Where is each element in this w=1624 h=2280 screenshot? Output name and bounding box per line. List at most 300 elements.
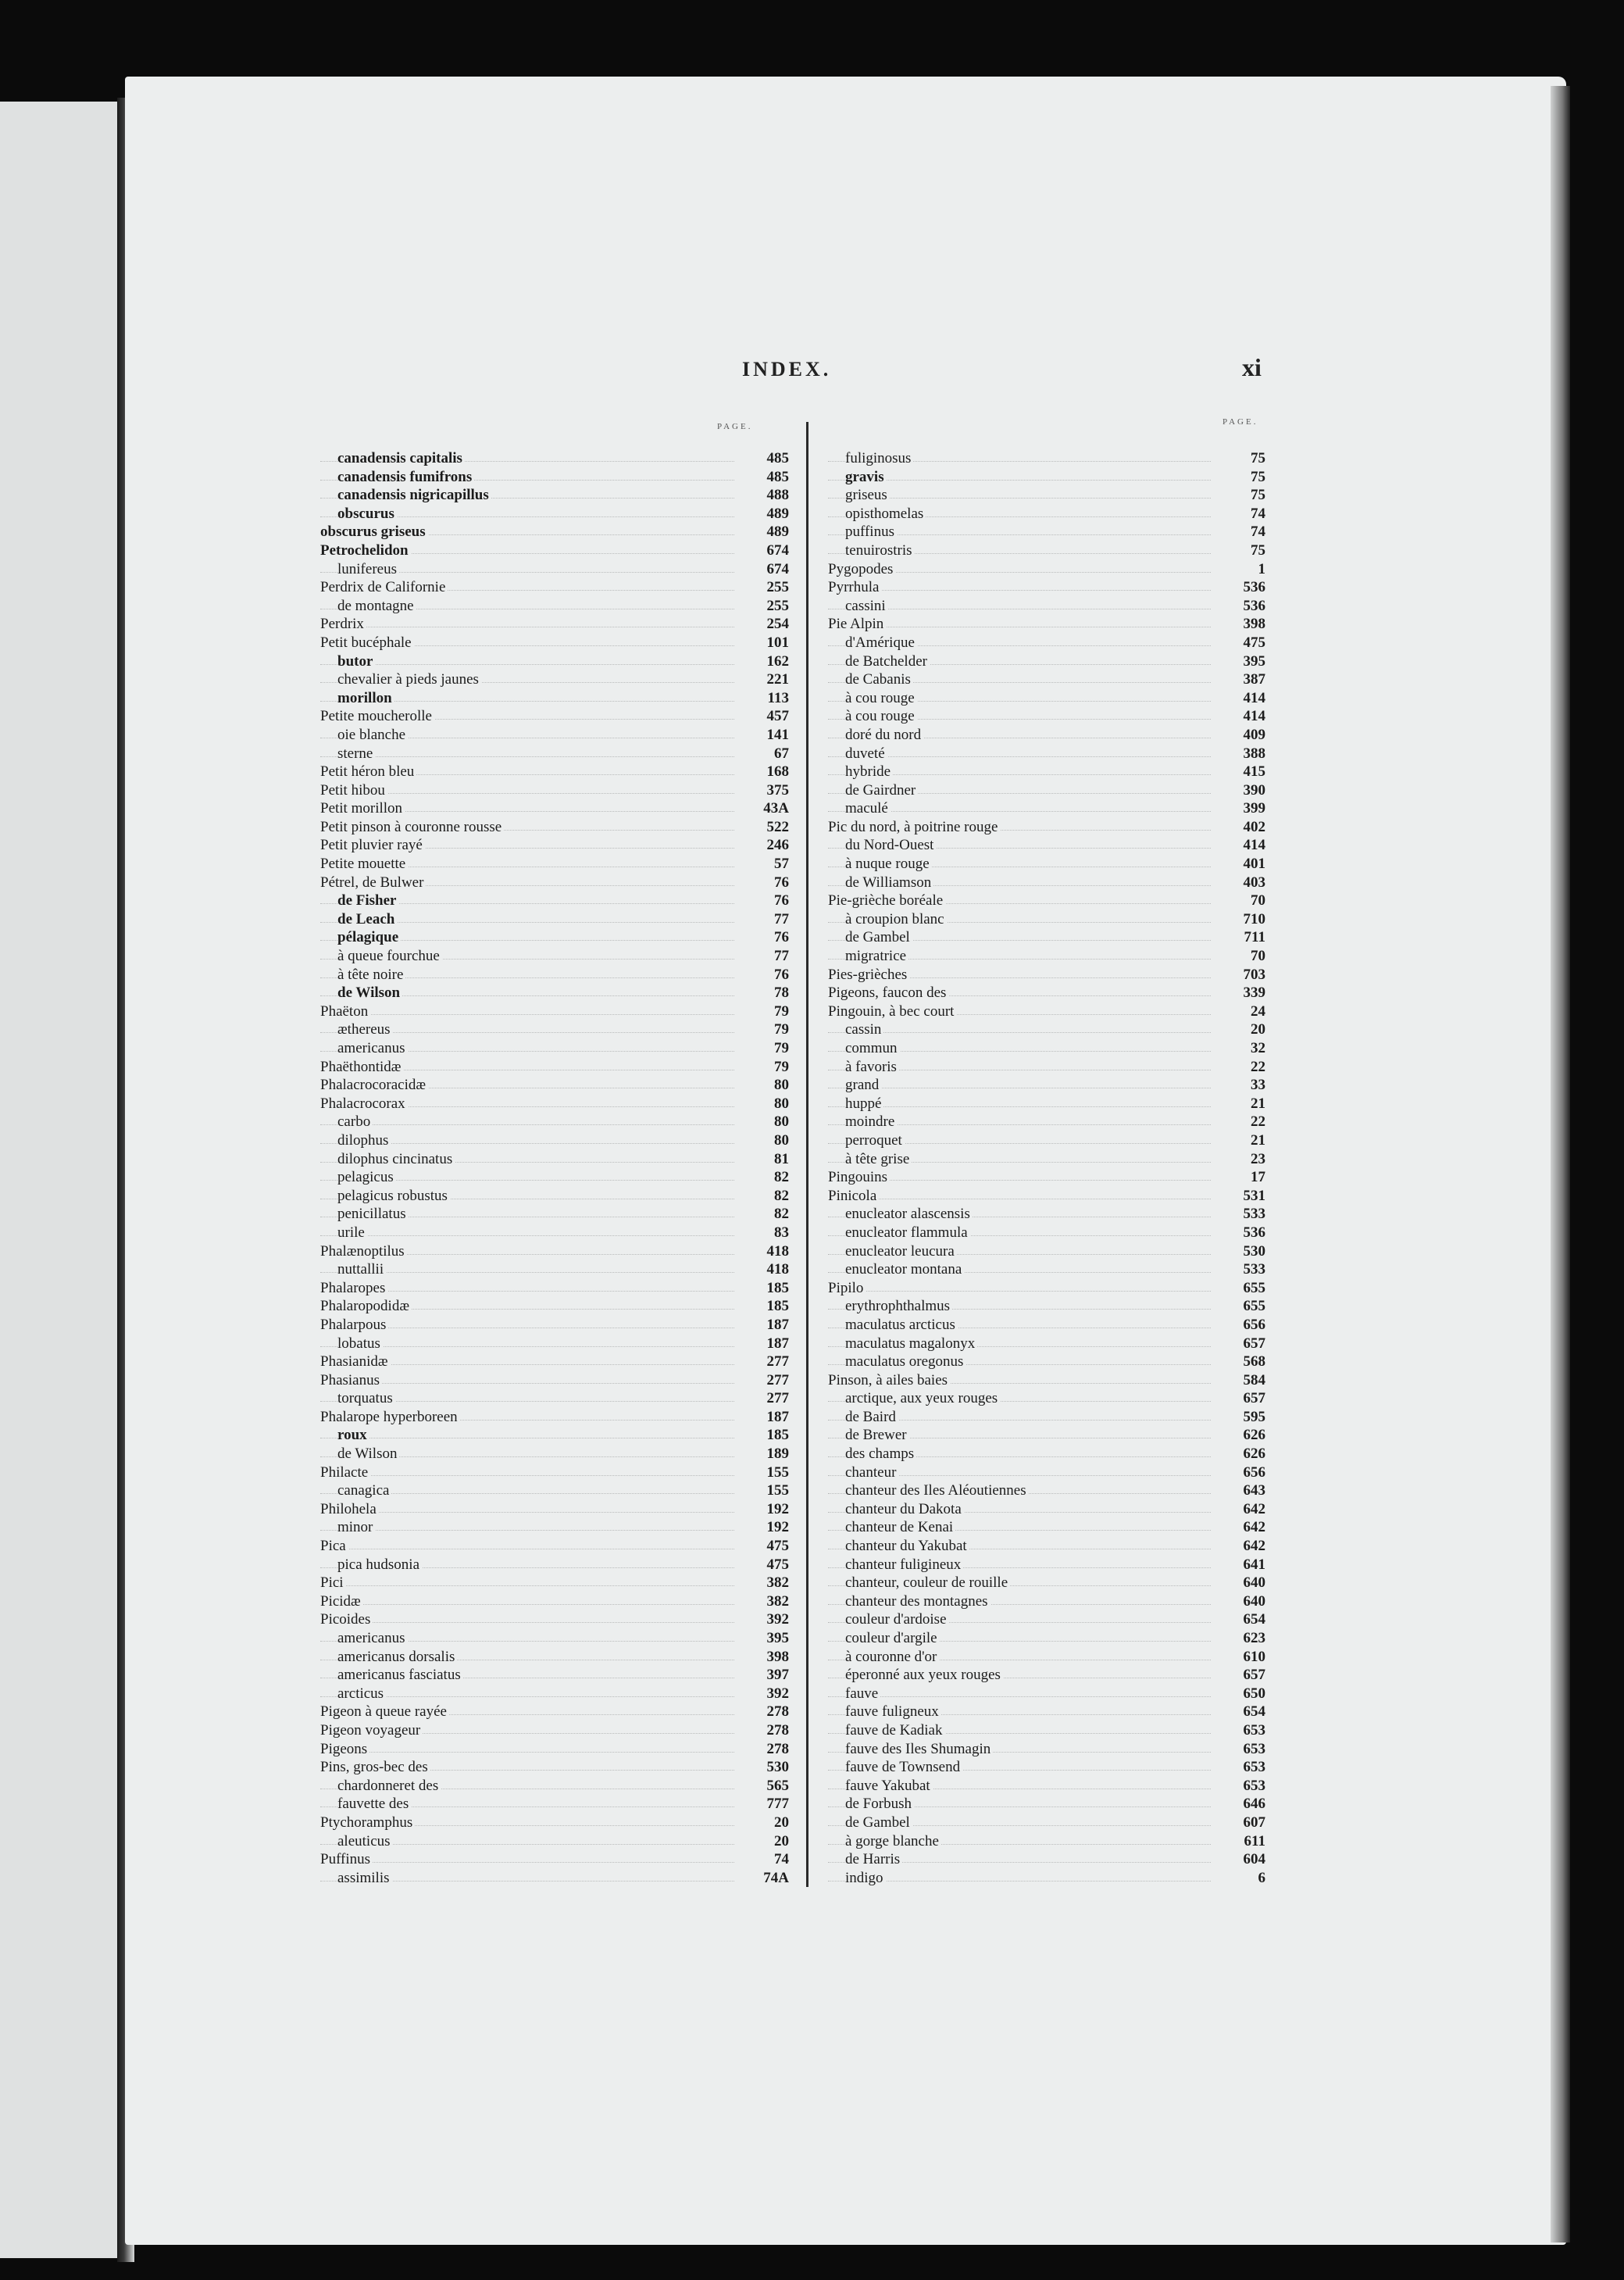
index-term: Petite moucherolle bbox=[320, 707, 434, 726]
page-reference: 674 bbox=[766, 560, 789, 577]
index-term: urile bbox=[337, 1224, 367, 1242]
index-entry bbox=[828, 1335, 1265, 1353]
index-term: Pie-grièche boréale bbox=[828, 892, 945, 910]
page-reference: 533 bbox=[1243, 1206, 1265, 1223]
index-entry bbox=[320, 707, 789, 726]
index-term: chevalier à pieds jaunes bbox=[337, 670, 481, 689]
index-entry bbox=[320, 505, 789, 524]
index-term: de Batchelder bbox=[845, 652, 930, 671]
page-reference: 141 bbox=[766, 726, 789, 743]
page-reference: 20 bbox=[774, 1832, 789, 1849]
index-entry bbox=[828, 1814, 1265, 1832]
index-entry bbox=[320, 523, 789, 541]
page-reference: 23 bbox=[1251, 1150, 1265, 1167]
index-entry bbox=[320, 966, 789, 985]
index-entry bbox=[828, 1224, 1265, 1242]
index-entry bbox=[828, 984, 1265, 1002]
index-entry bbox=[828, 615, 1265, 634]
index-entry bbox=[320, 1371, 789, 1390]
index-entry bbox=[828, 1260, 1265, 1279]
index-term: chanteur, couleur de rouille bbox=[845, 1574, 1010, 1592]
index-term: pélagique bbox=[337, 928, 401, 947]
index-term: nuttallii bbox=[337, 1260, 386, 1279]
index-term: chanteur bbox=[845, 1463, 898, 1482]
index-entry bbox=[828, 541, 1265, 560]
index-entry bbox=[320, 1648, 789, 1667]
index-term: à tête noire bbox=[337, 966, 405, 985]
leader-dots bbox=[320, 1604, 734, 1605]
page-reference: 641 bbox=[1243, 1556, 1265, 1573]
index-entry bbox=[320, 615, 789, 634]
page-reference: 254 bbox=[766, 616, 789, 633]
index-term: opisthomelas bbox=[845, 505, 926, 524]
index-term: maculatus arcticus bbox=[845, 1316, 958, 1335]
page-reference: 78 bbox=[774, 985, 789, 1002]
index-entry bbox=[320, 1168, 789, 1187]
index-term: torquatus bbox=[337, 1389, 395, 1408]
index-term: Pigeons, faucon des bbox=[828, 984, 948, 1002]
page-reference: 475 bbox=[766, 1538, 789, 1555]
leader-dots bbox=[320, 756, 734, 757]
index-term: Petit héron bleu bbox=[320, 763, 416, 781]
index-term: de Williamson bbox=[845, 874, 933, 892]
index-entry bbox=[320, 1279, 789, 1298]
index-term: Petit morillon bbox=[320, 799, 405, 818]
page-reference: 415 bbox=[1243, 763, 1265, 781]
index-term: Ptychoramphus bbox=[320, 1814, 415, 1832]
page-reference: 22 bbox=[1251, 1113, 1265, 1131]
index-term: obscurus griseus bbox=[320, 523, 428, 541]
index-entry bbox=[828, 799, 1265, 818]
page-reference: 185 bbox=[766, 1298, 789, 1315]
index-term: de montagne bbox=[337, 597, 416, 616]
page-reference: 646 bbox=[1243, 1796, 1265, 1813]
page-reference: 79 bbox=[774, 1058, 789, 1075]
leader-dots bbox=[320, 1124, 734, 1125]
index-term: butor bbox=[337, 652, 375, 671]
index-term: de Cabanis bbox=[845, 670, 913, 689]
page-reference: 565 bbox=[766, 1777, 789, 1794]
index-entry bbox=[320, 1150, 789, 1169]
index-entry bbox=[320, 781, 789, 800]
index-entry bbox=[320, 1113, 789, 1131]
index-entry bbox=[828, 1850, 1265, 1869]
page-title: INDEX. bbox=[742, 358, 832, 381]
index-entry bbox=[828, 1556, 1265, 1574]
index-entry bbox=[828, 634, 1265, 652]
index-entry bbox=[828, 1721, 1265, 1740]
page-reference: 531 bbox=[1243, 1187, 1265, 1204]
page-reference: 656 bbox=[1243, 1316, 1265, 1333]
index-entry bbox=[320, 818, 789, 837]
index-entry bbox=[320, 892, 789, 910]
page-reference: 80 bbox=[774, 1113, 789, 1131]
page-reference: 187 bbox=[766, 1316, 789, 1333]
page-reference: 398 bbox=[1243, 616, 1265, 633]
index-term: dilophus cincinatus bbox=[337, 1150, 455, 1169]
index-term: à favoris bbox=[845, 1058, 899, 1077]
index-entry bbox=[320, 652, 789, 671]
index-term: de Wilson bbox=[337, 1445, 399, 1463]
index-term: moindre bbox=[845, 1113, 897, 1131]
page-reference: 187 bbox=[766, 1335, 789, 1352]
index-entry bbox=[320, 1205, 789, 1224]
index-entry bbox=[320, 1740, 789, 1759]
index-term: Pygopodes bbox=[828, 560, 895, 579]
index-term: de Leach bbox=[337, 910, 397, 929]
index-term: Phaëthontidæ bbox=[320, 1058, 403, 1077]
page-reference: 113 bbox=[767, 689, 789, 706]
index-right-column bbox=[828, 449, 1265, 1887]
index-entry bbox=[828, 1371, 1265, 1390]
index-entry bbox=[320, 468, 789, 487]
index-entry bbox=[828, 652, 1265, 671]
index-entry bbox=[320, 1666, 789, 1685]
index-entry bbox=[828, 855, 1265, 874]
index-entry bbox=[320, 1353, 789, 1371]
page-reference: 70 bbox=[1251, 892, 1265, 909]
index-term: gravis bbox=[845, 468, 887, 487]
index-term: Pyrrhula bbox=[828, 578, 881, 597]
index-term: chanteur des montagnes bbox=[845, 1592, 990, 1611]
index-entry bbox=[828, 1832, 1265, 1851]
index-term: Picidæ bbox=[320, 1592, 363, 1611]
index-term: doré du nord bbox=[845, 726, 923, 745]
index-entry bbox=[828, 745, 1265, 763]
index-entry bbox=[828, 468, 1265, 487]
index-entry bbox=[828, 689, 1265, 708]
page-reference: 654 bbox=[1243, 1611, 1265, 1628]
index-term: arctique, aux yeux rouges bbox=[845, 1389, 1000, 1408]
index-term: Phaëton bbox=[320, 1002, 370, 1021]
index-term: fauve de Kadiak bbox=[845, 1721, 945, 1740]
index-entry bbox=[828, 1297, 1265, 1316]
page-reference: 75 bbox=[1251, 468, 1265, 485]
page-reference: 607 bbox=[1243, 1814, 1265, 1831]
index-entry bbox=[828, 1039, 1265, 1058]
index-term: Pins, gros-bec des bbox=[320, 1758, 430, 1777]
index-term: Pigeon à queue rayée bbox=[320, 1703, 449, 1721]
index-entry bbox=[320, 1463, 789, 1482]
index-entry bbox=[828, 1002, 1265, 1021]
index-entry bbox=[828, 486, 1265, 505]
index-term: Perdrix bbox=[320, 615, 366, 634]
index-entry bbox=[828, 1795, 1265, 1814]
index-entry bbox=[828, 1058, 1265, 1077]
page-reference: 74A bbox=[763, 1869, 789, 1886]
index-term: Petit bucéphale bbox=[320, 634, 414, 652]
index-entry bbox=[828, 763, 1265, 781]
index-term: Phalaropes bbox=[320, 1279, 387, 1298]
index-entry bbox=[828, 1610, 1265, 1629]
index-entry bbox=[828, 670, 1265, 689]
leader-dots bbox=[320, 1475, 734, 1476]
page-reference: 24 bbox=[1251, 1002, 1265, 1020]
index-entry bbox=[320, 745, 789, 763]
index-term: pica hudsonia bbox=[337, 1556, 422, 1574]
index-term: Picoides bbox=[320, 1610, 373, 1629]
page-reference: 568 bbox=[1243, 1353, 1265, 1371]
index-term: fauve de Townsend bbox=[845, 1758, 962, 1777]
index-entry bbox=[828, 449, 1265, 468]
index-term: Pic du nord, à poitrine rouge bbox=[828, 818, 1000, 837]
index-entry bbox=[828, 597, 1265, 616]
index-term: de Wilson bbox=[337, 984, 402, 1002]
page-reference: 278 bbox=[766, 1703, 789, 1721]
index-term: de Gairdner bbox=[845, 781, 918, 800]
page-reference: 711 bbox=[1244, 929, 1265, 946]
index-entry bbox=[828, 1574, 1265, 1592]
page-reference: 650 bbox=[1243, 1685, 1265, 1702]
page-reference: 20 bbox=[774, 1814, 789, 1831]
index-left-column bbox=[320, 449, 789, 1887]
index-term: à cou rouge bbox=[845, 707, 917, 726]
page-reference: 414 bbox=[1243, 708, 1265, 725]
page-reference: 185 bbox=[766, 1279, 789, 1296]
index-term: Pies-grièches bbox=[828, 966, 909, 985]
page-reference: 75 bbox=[1251, 450, 1265, 466]
index-term: pelagicus robustus bbox=[337, 1187, 450, 1206]
index-entry bbox=[828, 1500, 1265, 1519]
index-entry bbox=[320, 1518, 789, 1537]
page-reference: 75 bbox=[1251, 541, 1265, 559]
index-term: enucleator leucura bbox=[845, 1242, 957, 1261]
index-entry bbox=[320, 1039, 789, 1058]
index-entry bbox=[320, 1537, 789, 1556]
index-entry bbox=[828, 1353, 1265, 1371]
index-term: grand bbox=[845, 1076, 881, 1095]
index-entry bbox=[320, 1408, 789, 1427]
index-term: hybride bbox=[845, 763, 893, 781]
page-reference: 155 bbox=[766, 1463, 789, 1481]
leader-dots bbox=[828, 1106, 1211, 1107]
page-reference: 653 bbox=[1243, 1777, 1265, 1794]
page-reference: 604 bbox=[1243, 1851, 1265, 1868]
page-reference: 76 bbox=[774, 892, 789, 909]
index-entry bbox=[320, 928, 789, 947]
index-entry bbox=[828, 1703, 1265, 1721]
leader-dots bbox=[828, 1696, 1211, 1697]
page-reference: 278 bbox=[766, 1740, 789, 1757]
index-entry bbox=[828, 1537, 1265, 1556]
index-entry bbox=[320, 1095, 789, 1113]
index-term: enucleator alascensis bbox=[845, 1205, 973, 1224]
index-term: éperonné aux yeux rouges bbox=[845, 1666, 1003, 1685]
index-term: oie blanche bbox=[337, 726, 408, 745]
page-reference: 485 bbox=[766, 468, 789, 485]
page-reference: 339 bbox=[1243, 985, 1265, 1002]
index-term: enucleator flammula bbox=[845, 1224, 970, 1242]
index-term: lunifereus bbox=[337, 560, 399, 579]
page-reference: 657 bbox=[1243, 1390, 1265, 1407]
page-reference: 382 bbox=[766, 1574, 789, 1592]
index-term: chardonneret des bbox=[337, 1777, 441, 1796]
index-entry bbox=[828, 1518, 1265, 1537]
index-entry bbox=[828, 1076, 1265, 1095]
index-entry bbox=[320, 1224, 789, 1242]
leader-dots bbox=[320, 1862, 734, 1863]
index-term: Phalarpous bbox=[320, 1316, 388, 1335]
index-entry bbox=[828, 1205, 1265, 1224]
index-entry bbox=[320, 1869, 789, 1888]
index-term: des champs bbox=[845, 1445, 916, 1463]
index-term: chanteur du Dakota bbox=[845, 1500, 964, 1519]
page-reference: 21 bbox=[1251, 1095, 1265, 1112]
index-entry bbox=[828, 1242, 1265, 1261]
index-term: Petrochelidon bbox=[320, 541, 411, 560]
page-reference: 475 bbox=[766, 1556, 789, 1573]
index-term: de Brewer bbox=[845, 1426, 909, 1445]
index-term: fauve fuligneux bbox=[845, 1703, 941, 1721]
index-term: æthereus bbox=[337, 1020, 393, 1039]
index-term: commun bbox=[845, 1039, 900, 1058]
index-entry bbox=[320, 634, 789, 652]
index-term: Phasianidæ bbox=[320, 1353, 391, 1371]
index-term: à gorge blanche bbox=[845, 1832, 941, 1851]
page-reference: 402 bbox=[1243, 818, 1265, 835]
index-entry bbox=[320, 1020, 789, 1039]
index-term: enucleator montana bbox=[845, 1260, 964, 1279]
page-reference: 192 bbox=[766, 1519, 789, 1536]
index-term: migratrice bbox=[845, 947, 908, 966]
index-entry bbox=[320, 1556, 789, 1574]
index-term: maculatus magalonyx bbox=[845, 1335, 977, 1353]
page-reference: 703 bbox=[1243, 966, 1265, 983]
page-reference: 80 bbox=[774, 1131, 789, 1149]
index-entry bbox=[828, 707, 1265, 726]
index-entry bbox=[828, 1279, 1265, 1298]
index-term: griseus bbox=[845, 486, 890, 505]
index-term: Phalarope hyperboreen bbox=[320, 1408, 460, 1427]
page-reference: 710 bbox=[1243, 910, 1265, 927]
page-reference: 101 bbox=[766, 634, 789, 651]
index-entry bbox=[320, 486, 789, 505]
page-reference: 185 bbox=[766, 1427, 789, 1444]
page-reference: 657 bbox=[1243, 1667, 1265, 1684]
index-entry bbox=[320, 947, 789, 966]
page-reference: 76 bbox=[774, 874, 789, 891]
index-entry bbox=[828, 818, 1265, 837]
page-reference: 382 bbox=[766, 1592, 789, 1610]
index-term: americanus fasciatus bbox=[337, 1666, 463, 1685]
index-term: dilophus bbox=[337, 1131, 391, 1150]
index-entry bbox=[828, 1389, 1265, 1408]
index-entry bbox=[828, 560, 1265, 579]
page-reference: 398 bbox=[766, 1648, 789, 1665]
index-entry bbox=[320, 1610, 789, 1629]
page-number: xi bbox=[1242, 353, 1262, 381]
page-reference: 595 bbox=[1243, 1408, 1265, 1425]
index-term: canadensis nigricapillus bbox=[337, 486, 491, 505]
index-term: sterne bbox=[337, 745, 375, 763]
leader-dots bbox=[320, 1585, 734, 1586]
page-reference: 653 bbox=[1243, 1759, 1265, 1776]
index-term: canagica bbox=[337, 1481, 391, 1500]
index-term: roux bbox=[337, 1426, 369, 1445]
index-term: americanus dorsalis bbox=[337, 1648, 457, 1667]
index-entry bbox=[828, 1758, 1265, 1777]
index-term: perroquet bbox=[845, 1131, 905, 1150]
index-term: obscurus bbox=[337, 505, 397, 524]
index-entry bbox=[320, 1814, 789, 1832]
page-reference: 414 bbox=[1243, 689, 1265, 706]
page-reference: 76 bbox=[774, 929, 789, 946]
index-entry bbox=[320, 1777, 789, 1796]
index-entry bbox=[320, 910, 789, 929]
index-entry bbox=[828, 874, 1265, 892]
index-term: Phasianus bbox=[320, 1371, 382, 1390]
page-reference: 584 bbox=[1243, 1371, 1265, 1388]
index-entry bbox=[320, 1721, 789, 1740]
page-reference: 79 bbox=[774, 1021, 789, 1038]
page-reference: 392 bbox=[766, 1611, 789, 1628]
index-term: fauve bbox=[845, 1685, 880, 1703]
page-reference: 20 bbox=[1251, 1021, 1265, 1038]
index-term: maculatus oregonus bbox=[845, 1353, 965, 1371]
column-divider bbox=[806, 422, 808, 1887]
page-reference: 79 bbox=[774, 1040, 789, 1056]
page-reference: 388 bbox=[1243, 745, 1265, 762]
index-entry bbox=[828, 1740, 1265, 1759]
page-reference: 642 bbox=[1243, 1519, 1265, 1536]
leader-dots bbox=[828, 590, 1211, 591]
page-reference: 57 bbox=[774, 856, 789, 873]
page-reference: 80 bbox=[774, 1095, 789, 1112]
index-term: Pie Alpin bbox=[828, 615, 886, 634]
index-term: Petit hibou bbox=[320, 781, 387, 800]
page-reference: 168 bbox=[766, 763, 789, 781]
page-reference: 77 bbox=[774, 910, 789, 927]
index-entry bbox=[828, 1869, 1265, 1888]
index-entry bbox=[828, 1113, 1265, 1131]
page-reference: 489 bbox=[766, 524, 789, 541]
index-entry bbox=[320, 560, 789, 579]
index-entry bbox=[320, 836, 789, 855]
leader-dots bbox=[320, 1622, 734, 1623]
index-term: Pici bbox=[320, 1574, 346, 1592]
page-reference: 67 bbox=[774, 745, 789, 762]
index-entry bbox=[828, 1481, 1265, 1500]
page-reference: 77 bbox=[774, 948, 789, 965]
index-entry bbox=[828, 1187, 1265, 1206]
index-term: Phalaropodidæ bbox=[320, 1297, 412, 1316]
page-reference: 277 bbox=[766, 1390, 789, 1407]
page-reference: 70 bbox=[1251, 948, 1265, 965]
index-term: maculé bbox=[845, 799, 891, 818]
index-entry bbox=[828, 1131, 1265, 1150]
index-entry bbox=[320, 1592, 789, 1611]
page-reference: 33 bbox=[1251, 1077, 1265, 1094]
page-reference: 392 bbox=[766, 1685, 789, 1702]
index-term: Petit pinson à couronne rousse bbox=[320, 818, 504, 837]
index-term: cassini bbox=[845, 597, 888, 616]
index-term: chanteur de Kenai bbox=[845, 1518, 955, 1537]
page-reference: 155 bbox=[766, 1482, 789, 1499]
index-entry bbox=[320, 689, 789, 708]
page-reference: 611 bbox=[1244, 1832, 1265, 1849]
page-reference: 395 bbox=[1243, 652, 1265, 670]
page-reference: 403 bbox=[1243, 874, 1265, 891]
page-reference: 623 bbox=[1243, 1630, 1265, 1646]
index-term: americanus bbox=[337, 1039, 408, 1058]
index-entry bbox=[320, 1629, 789, 1648]
page-reference: 390 bbox=[1243, 781, 1265, 799]
page-reference: 488 bbox=[766, 487, 789, 504]
index-term: Phalænoptilus bbox=[320, 1242, 407, 1261]
index-entry bbox=[320, 1758, 789, 1777]
index-entry bbox=[320, 1058, 789, 1077]
index-term: fauve des Iles Shumagin bbox=[845, 1740, 993, 1759]
